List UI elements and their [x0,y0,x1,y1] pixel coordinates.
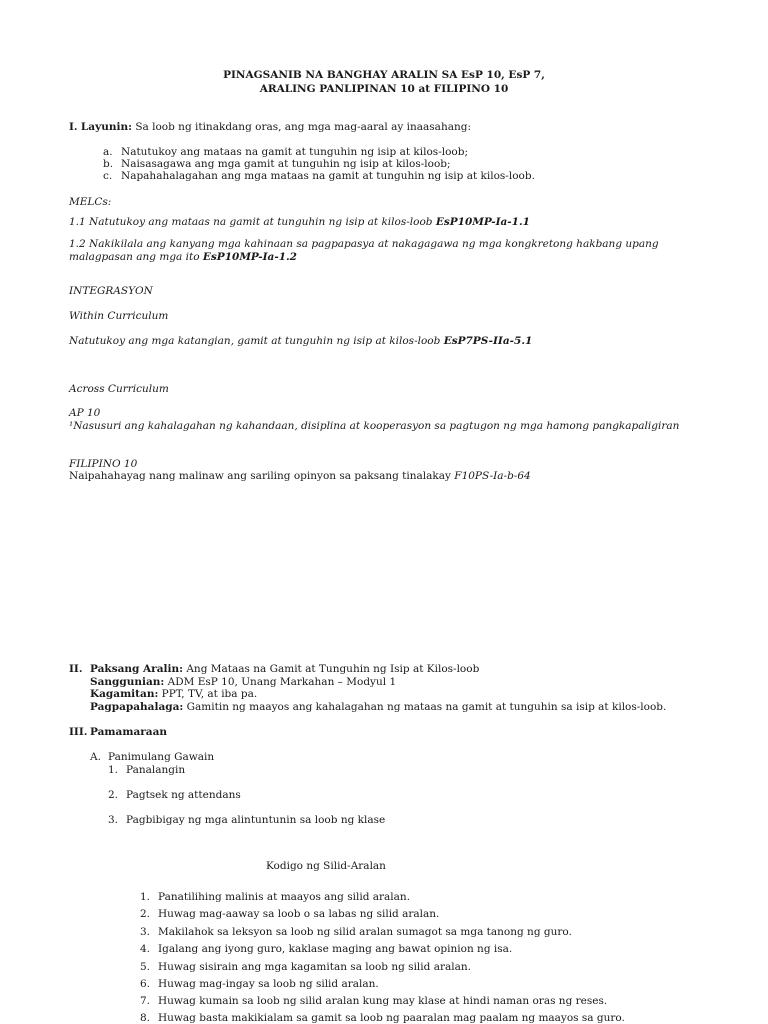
kodigo-rule [140,891,410,903]
layunin-label: Layunin: [80,121,132,133]
document-title-line-2: ARALING PANLIPINAN 10 at FILIPINO 10 [259,83,509,95]
ap-label: AP 10 [69,407,101,419]
fil-text: Naipahahayag nang malinaw ang sariling opinyon sa paksang tinalakay [69,470,455,482]
melc-text: malagpasan ang mga ito [69,251,203,263]
melc-text: 1.1 Natutukoy ang mataas na gamit at tunguhin ng isip at kilos-loob [69,216,436,228]
melc-item-1 [69,216,530,228]
layunin-item [103,146,468,158]
pagpapahalaga-text: Gamitin ng maayos ang kahalagahan ng mataas na gamit at tunguhin sa isip at kilos-loob. [183,701,667,713]
kagamitan [90,688,257,700]
layunin-heading [69,121,471,133]
list-marker: 6. [140,978,151,990]
melcs-label: MELCs: [69,196,112,208]
within-code: EsP7PS-IIa-5.1 [443,335,533,347]
list-marker: A. [90,751,101,763]
list-item-text: Panalangin [126,764,186,776]
list-item-text: Igalang ang iyong guro, kaklase maging ang bawat opinion ng isa. [158,943,513,955]
list-marker: 5. [140,961,151,973]
within-curriculum-label: Within Curriculum [69,310,169,322]
layunin-text: Sa loob ng itinakdang oras, ang mga mag-aaral ay inaasahang: [135,121,471,133]
kodigo-title: Kodigo ng Silid-Aralan [266,860,386,872]
pamamaraan-heading [69,726,167,738]
kodigo-rule [140,908,439,920]
across-curriculum-label: Across Curriculum [69,383,169,395]
kodigo-rule [140,1012,625,1024]
layunin-item [103,158,451,170]
filipino-label: FILIPINO 10 [69,458,138,470]
step-item [108,814,385,826]
list-item-text: Huwag sisirain ang mga kagamitan sa loob ng silid aralan. [158,961,471,973]
layunin-item [103,170,535,182]
list-item-text: Pagtsek ng attendans [126,789,241,801]
document-title-line-1: PINAGSANIB NA BANGHAY ARALIN SA EsP 10, EsP 7, [223,69,545,81]
list-item-text: Huwag mag-aaway sa loob o sa labas ng silid aralan. [158,908,440,920]
melc-item-2-line-2 [69,251,297,263]
kodigo-rule [140,978,379,990]
melc-item-2-line-1: 1.2 Nakikilala ang kanyang mga kahinaan sa pagpapasya at nakagagawa ng mga kongkretong hakbang upang [69,238,659,250]
list-marker: 1. [108,764,119,776]
list-item-text: Panimulang Gawain [108,751,215,763]
list-item-text: Huwag mag-ingay sa loob ng silid aralan. [158,978,379,990]
pagpapahalaga [90,701,666,713]
list-marker: c. [103,170,113,182]
kodigo-rule [140,926,572,938]
fil-code: F10PS-Ia-b-64 [454,470,531,482]
step-item [108,764,185,776]
list-marker: 2. [108,789,119,801]
within-curriculum-text [69,335,532,347]
melc-code: EsP10MP-Ia-1.1 [435,216,530,228]
paksang-aralin [69,663,479,675]
melc-code: EsP10MP-Ia-1.2 [202,251,297,263]
list-item-text: Panatilihing malinis at maayos ang silid aralan. [158,891,411,903]
sanggunian-text: ADM EsP 10, Unang Markahan – Modyul 1 [164,676,397,688]
pamamaraan-label: Pamamaraan [90,726,168,738]
filipino-text [69,470,531,482]
list-marker: 1. [140,891,151,903]
step-item [108,789,241,801]
sanggunian [90,676,396,688]
layunin-number: I. [69,121,78,133]
section-number: III. [69,726,88,738]
list-item-text: Huwag kumain sa loob ng silid aralan kung may klase at hindi naman oras ng reses. [158,995,608,1007]
pagpapahalaga-label: Pagpapahalaga: [90,701,184,713]
list-item-text: Naisasagawa ang mga gamit at tunguhin ng isip at kilos-loob; [121,158,451,170]
integrasyon-label: INTEGRASYON [69,285,153,297]
within-text: Natutukoy ang mga katangian, gamit at tunguhin ng isip at kilos-loob [69,335,444,347]
list-item-text: Pagbibigay ng mga alintuntunin sa loob ng klase [126,814,386,826]
paksa-label: Paksang Aralin: [90,663,184,675]
kodigo-rule [140,995,607,1007]
paksa-text: Ang Mataas na Gamit at Tunguhin ng Isip at Kilos-loob [183,663,480,675]
kodigo-rule [140,943,512,955]
kodigo-rule [140,961,471,973]
list-marker: 2. [140,908,151,920]
list-item-text: Makilahok sa leksyon sa loob ng silid aralan sumagot sa mga tanong ng guro. [158,926,572,938]
list-marker: 3. [140,926,151,938]
kagamitan-label: Kagamitan: [90,688,159,700]
list-item-text: Huwag basta makikialam sa gamit sa loob ng paaralan mag paalam ng maayos sa guro. [158,1012,625,1024]
list-item-text: Napahahalagahan ang mga mataas na gamit at tunguhin ng isip at kilos-loob. [121,170,535,182]
list-marker: b. [103,158,114,170]
kagamitan-text: PPT, TV, at iba pa. [158,688,258,700]
ap-text: ¹Nasusuri ang kahalagahan ng kahandaan, disiplina at kooperasyon sa pagtugon ng mga hamong pangkapaligiran [69,420,680,432]
sanggunian-label: Sanggunian: [90,676,165,688]
section-number: II. [69,663,83,675]
list-item-text: Natutukoy ang mataas na gamit at tunguhin ng isip at kilos-loob; [121,146,469,158]
list-marker: 7. [140,995,151,1007]
list-marker: 8. [140,1012,151,1024]
list-marker: 4. [140,943,151,955]
panimulang-gawain [90,751,214,763]
list-marker: 3. [108,814,119,826]
list-marker: a. [103,146,113,158]
